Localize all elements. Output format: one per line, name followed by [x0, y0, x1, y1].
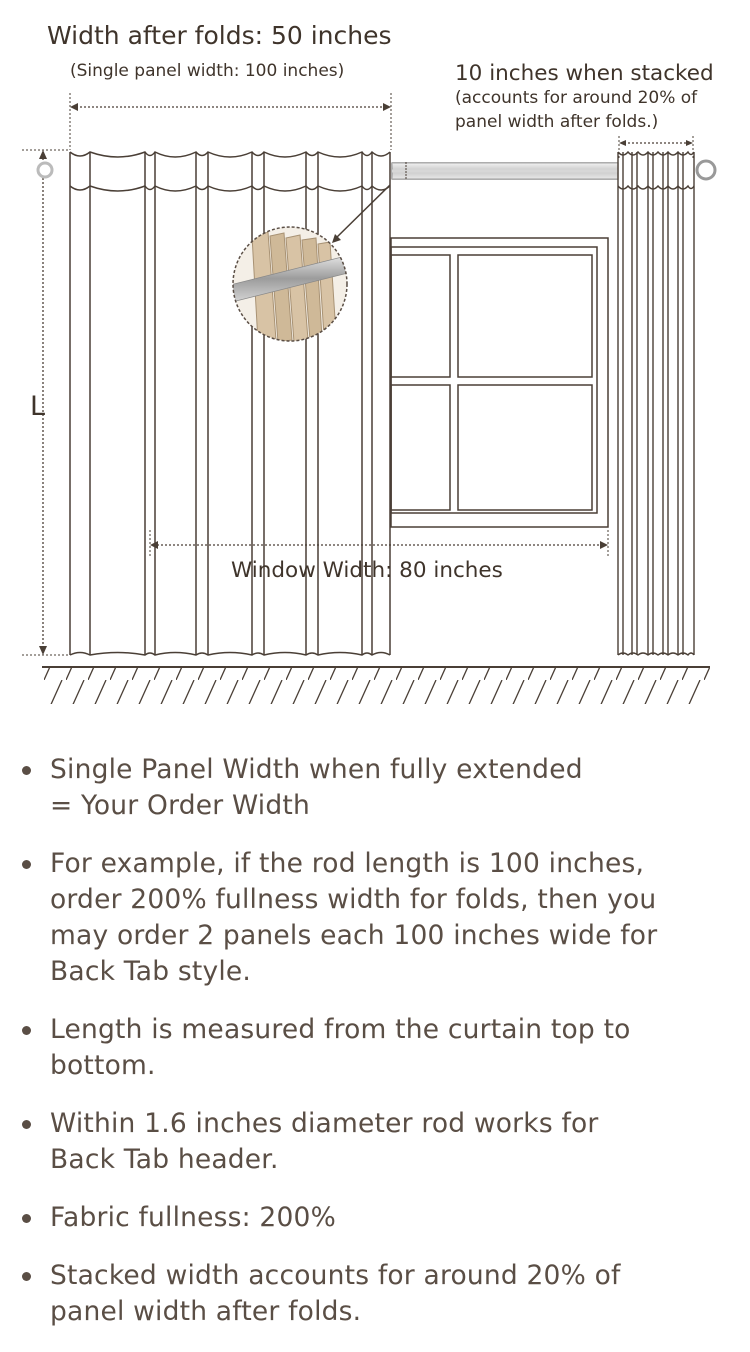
right-stacked-curtain: [618, 152, 694, 655]
bullet-dot: [22, 1214, 31, 1223]
list-item: Single Panel Width when fully extended = Your Order Width: [0, 752, 750, 824]
floor: [42, 667, 710, 704]
curtain-rod: [38, 161, 715, 180]
bullet-dot: [22, 860, 31, 869]
list-item: Stacked width accounts for around 20% of panel width after folds.: [0, 1258, 750, 1330]
single-panel-width-label: (Single panel width: 100 inches): [70, 61, 345, 81]
window-width-label: Window Width: 80 inches: [231, 558, 503, 583]
length-label: L: [30, 391, 46, 422]
width-after-folds-label: Width after folds: 50 inches: [47, 21, 392, 50]
stacked-note-line-1: (accounts for around 20% of: [455, 88, 698, 108]
bullet-dot: [22, 1120, 31, 1129]
stacked-note-line-2: panel width after folds.): [455, 112, 659, 132]
list-item: Length is measured from the curtain top to bottom.: [0, 1012, 750, 1084]
bullet-dot: [22, 1272, 31, 1281]
list-item: Within 1.6 inches diameter rod works for Back Tab header.: [0, 1106, 750, 1178]
stacked-width-label: 10 inches when stacked: [455, 61, 714, 86]
bullet-dot: [22, 766, 31, 775]
window-width-dimension: [150, 530, 608, 556]
list-item: Fabric fullness: 200%: [0, 1200, 750, 1236]
list-item: For example, if the rod length is 100 inches, order 200% fullness width for folds, then you may order 2 panels each 100 inches wide for Back Tab style.: [0, 846, 750, 990]
back-tab-zoom-detail: [230, 185, 390, 345]
feature-bullet-list: [0, 752, 750, 1352]
panel-width-dimension: [70, 93, 391, 150]
window: [391, 238, 608, 527]
bullet-dot: [22, 1026, 31, 1035]
